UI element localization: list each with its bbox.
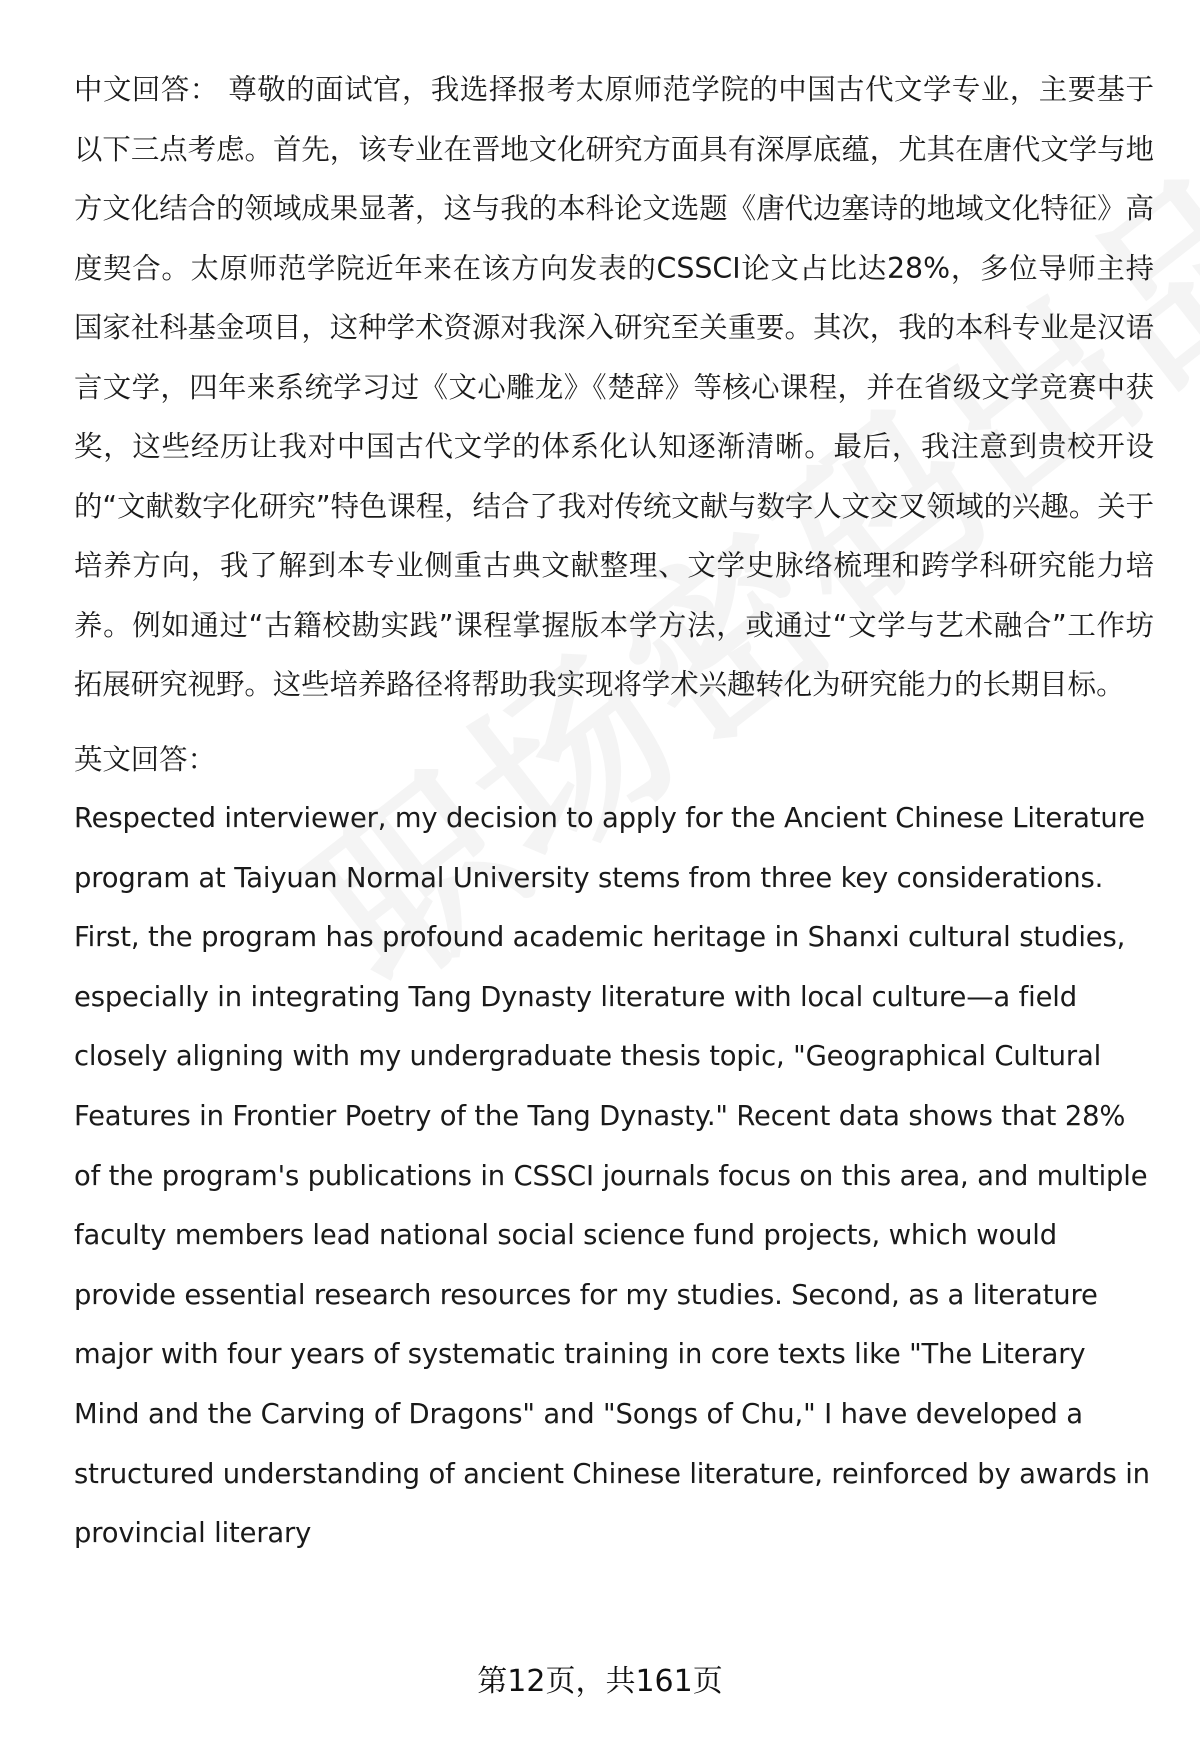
chinese-answer-label: 中文回答： bbox=[74, 73, 219, 106]
english-answer-label: 英文回答： bbox=[74, 742, 216, 776]
page-content bbox=[74, 60, 1154, 1564]
english-answer-text: Respected interviewer, my decision to apply for the Ancient Chinese Literature program at Taiyuan Normal University stems from three key considerations. First, the program has profound academic heritage in Shanxi cultural studies, especially in integrating Tang Dynasty literature with local culture—a field closely aligning with my undergraduate thesis topic, "Geographical Cultural Features in Frontier Poetry of the Tang Dynasty." Recent data shows that 28% of the program's publications in CSSCI journals focus on this area, and multiple faculty members lead national social science fund projects, which would provide essential research resources for my studies. Second, as a literature major with four years of systematic training in core texts like "The Literary Mind and the Carving of Dragons" and "Songs of Chu," I have developed a structured understanding of ancient Chinese literature, reinforced by awards in provincial literary bbox=[74, 803, 1150, 1550]
page-number-footer: 第12页，共161页 bbox=[477, 1664, 723, 1699]
chinese-answer-paragraph bbox=[74, 60, 1154, 715]
chinese-answer-text: 尊敬的面试官，我选择报考太原师范学院的中国古代文学专业，主要基于以下三点考虑。首先，该专业在晋地文化研究方面具有深厚底蕴，尤其在唐代文学与地方文化结合的领域成果显著，这与我的本科论文选题《唐代边塞诗的地域文化特征》高度契合。太原师范学院近年来在该方向发表的CSSCI论文占比达28%，多位导师主持国家社科基金项目，这种学术资源对我深入研究至关重要。其次，我的本科专业是汉语言文学，四年来系统学习过《文心雕龙》《楚辞》等核心课程，并在省级文学竞赛中获奖，这些经历让我对中国古代文学的体系化认知逐渐清晰。最后，我注意到贵校开设的“文献数字化研究”特色课程，结合了我对传统文献与数字人文交叉领域的兴趣。关于培养方向，我了解到本专业侧重古典文献整理、文学史脉络梳理和跨学科研究能力培养。例如通过“古籍校勘实践”课程掌握版本学方法，或通过“文学与艺术融合”工作坊拓展研究视野。这些培养路径将帮助我实现将学术兴趣转化为研究能力的长期目标。 bbox=[74, 73, 1154, 701]
